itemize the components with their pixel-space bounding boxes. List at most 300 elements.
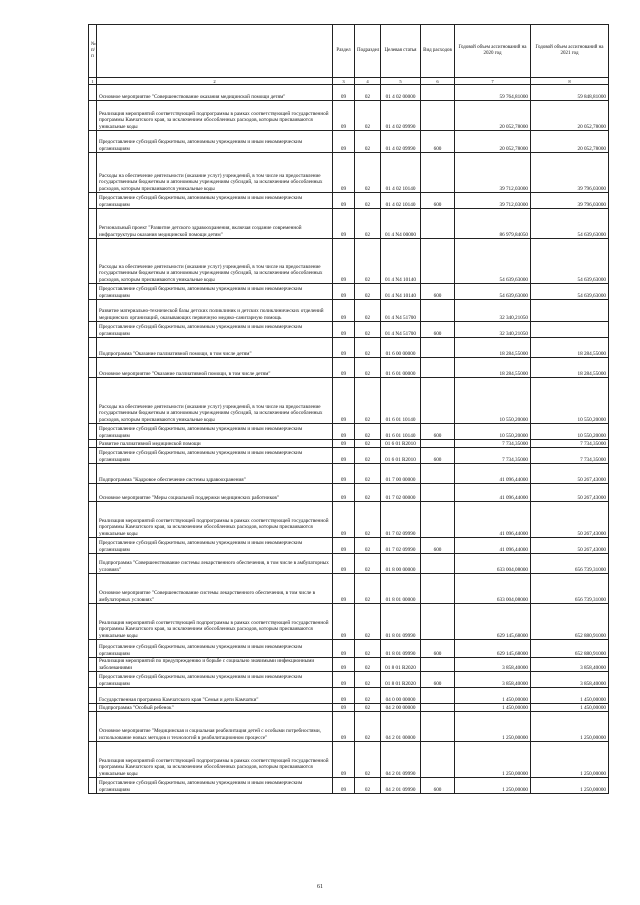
cell-razdel: 09 (333, 440, 355, 448)
cell-razdel: 09 (333, 502, 355, 538)
cell-num (89, 209, 97, 239)
cell-amount-2020: 39 712,03000 (455, 193, 531, 209)
cell-statya: 01 6 01 10140 (381, 424, 421, 440)
cell-statya: 01 8 01 09990 (381, 604, 421, 640)
cell-podrazdel: 02 (355, 640, 381, 658)
cell-statya: 01 4 N4 00000 (381, 209, 421, 239)
cell-name: Предоставление субсидий бюджетным, автономным учреждениям и иным некоммерческим организациям (97, 448, 333, 464)
cell-num (89, 300, 97, 322)
column-number: 3 (333, 78, 355, 85)
cell-podrazdel: 02 (355, 604, 381, 640)
cell-vid (421, 658, 455, 672)
cell-name: Предоставление субсидий бюджетным, автономным учреждениям и иным некоммерческим организациям (97, 193, 333, 209)
cell-name: Развитие материально-технической базы детских поликлиник и детских поликлинических отделений медицинских организаций, оказывающих первичную медико-санитарную помощь (97, 300, 333, 322)
cell-statya: 04 0 00 00000 (381, 688, 421, 704)
table-row (89, 604, 609, 640)
cell-razdel: 09 (333, 448, 355, 464)
table-row (89, 101, 609, 131)
cell-amount-2020: 1 450,00000 (455, 704, 531, 712)
cell-name: Реализация мероприятий соответствующей подпрограммы в рамках соответствующей государственной программы Камчатского края, за исключением обособленных расходов, которым присваиваются уникальные коды (97, 742, 333, 778)
cell-amount-2020: 629 145,68000 (455, 640, 531, 658)
table-body (89, 85, 609, 794)
cell-podrazdel: 02 (355, 378, 381, 424)
header-num: № п/п (89, 25, 97, 78)
cell-name: Основное мероприятие "Оказание паллиативной помощи, в том числе детям" (97, 358, 333, 378)
cell-podrazdel: 02 (355, 688, 381, 704)
table-row (89, 300, 609, 322)
header-2020: Годовой объем ассигнований на 2020 год (455, 25, 531, 78)
cell-vid (421, 742, 455, 778)
table-row (89, 704, 609, 712)
cell-name: Подпрограмма "Особый ребенок" (97, 704, 333, 712)
header-razdel: Раздел (333, 25, 355, 78)
table-row (89, 239, 609, 284)
cell-amount-2020: 18 284,55000 (455, 358, 531, 378)
cell-vid: 600 (421, 538, 455, 554)
cell-amount-2021: 20 052,78000 (531, 101, 609, 131)
cell-amount-2020: 41 096,44000 (455, 502, 531, 538)
cell-statya: 04 2 01 09990 (381, 778, 421, 794)
cell-statya: 01 4 N4 51700 (381, 300, 421, 322)
cell-statya: 01 7 02 00000 (381, 484, 421, 502)
cell-amount-2021: 1 450,00000 (531, 688, 609, 704)
header-podrazdel: Подраздел (355, 25, 381, 78)
cell-razdel: 09 (333, 131, 355, 153)
cell-vid: 600 (421, 131, 455, 153)
cell-num (89, 464, 97, 484)
cell-razdel: 09 (333, 604, 355, 640)
cell-razdel: 09 (333, 322, 355, 338)
cell-podrazdel: 02 (355, 101, 381, 131)
cell-num (89, 688, 97, 704)
cell-num (89, 704, 97, 712)
table-row (89, 358, 609, 378)
cell-name: Расходы на обеспечение деятельности (оказание услуг) учреждений, в том числе на предоставление государственным бюджетным и автономным учреждениям субсидий, за исключением обособленных расходов, которым присваиваются уникальные коды (97, 153, 333, 193)
cell-podrazdel: 02 (355, 338, 381, 358)
cell-vid (421, 440, 455, 448)
cell-statya: 01 4 02 09990 (381, 101, 421, 131)
table-row (89, 712, 609, 742)
cell-amount-2020: 32 340,21050 (455, 300, 531, 322)
cell-podrazdel: 02 (355, 358, 381, 378)
cell-amount-2020: 1 250,00000 (455, 712, 531, 742)
cell-statya: 01 8 01 R2020 (381, 658, 421, 672)
cell-num (89, 239, 97, 284)
cell-amount-2020: 629 145,68000 (455, 604, 531, 640)
header-row (89, 25, 609, 78)
cell-vid (421, 704, 455, 712)
cell-statya: 01 4 02 00000 (381, 85, 421, 101)
table-row (89, 742, 609, 778)
table-row (89, 193, 609, 209)
cell-statya: 01 7 02 09990 (381, 502, 421, 538)
cell-razdel: 09 (333, 658, 355, 672)
cell-name: Подпрограмма "Кадровое обеспечение системы здравоохранения" (97, 464, 333, 484)
cell-name: Реализация мероприятий соответствующей подпрограммы в рамках соответствующей государственной программы Камчатского края, за исключением обособленных расходов, которым присваиваются уникальные коды (97, 101, 333, 131)
cell-name: Предоставление субсидий бюджетным, автономным учреждениям и иным некоммерческим организациям (97, 322, 333, 338)
cell-vid (421, 688, 455, 704)
cell-amount-2021: 652 880,91000 (531, 640, 609, 658)
cell-amount-2021: 7 734,35000 (531, 440, 609, 448)
cell-vid (421, 358, 455, 378)
cell-num (89, 448, 97, 464)
cell-amount-2020: 1 450,00000 (455, 688, 531, 704)
cell-podrazdel: 02 (355, 712, 381, 742)
cell-amount-2020: 3 858,40000 (455, 672, 531, 688)
cell-name: Подпрограмма "Совершенствование системы лекарственного обеспечения, в том числе в амбулаторных условиях" (97, 554, 333, 574)
header-statya: Целевая статья (381, 25, 421, 78)
cell-amount-2020: 54 639,63000 (455, 284, 531, 300)
cell-vid (421, 604, 455, 640)
cell-podrazdel: 02 (355, 239, 381, 284)
cell-vid: 600 (421, 193, 455, 209)
cell-amount-2020: 633 004,08000 (455, 574, 531, 604)
table-row (89, 554, 609, 574)
cell-amount-2021: 10 550,20000 (531, 378, 609, 424)
cell-statya: 01 8 01 09990 (381, 640, 421, 658)
table-row (89, 640, 609, 658)
cell-name: Предоставление субсидий бюджетным, автономным учреждениям и иным некоммерческим организациям (97, 672, 333, 688)
cell-razdel: 09 (333, 688, 355, 704)
cell-num (89, 85, 97, 101)
cell-num (89, 574, 97, 604)
table-row (89, 448, 609, 464)
cell-statya: 04 2 00 00000 (381, 704, 421, 712)
cell-vid: 600 (421, 322, 455, 338)
table-row (89, 538, 609, 554)
cell-amount-2020: 41 096,44000 (455, 538, 531, 554)
cell-num (89, 440, 97, 448)
cell-name: Основное мероприятие "Совершенствование системы лекарственного обеспечения, в том числе в амбулаторных условиях" (97, 574, 333, 604)
table-row (89, 338, 609, 358)
cell-vid (421, 209, 455, 239)
cell-name: Реализация мероприятий соответствующей подпрограммы в рамках соответствующей государственной программы Камчатского края, за исключением обособленных расходов, которым присваиваются уникальные коды (97, 502, 333, 538)
cell-podrazdel: 02 (355, 322, 381, 338)
cell-statya: 01 8 01 00000 (381, 574, 421, 604)
cell-amount-2021: 1 250,00000 (531, 742, 609, 778)
cell-amount-2020: 86 979,84050 (455, 209, 531, 239)
cell-name: Предоставление субсидий бюджетным, автономным учреждениям и иным некоммерческим организациям (97, 424, 333, 440)
cell-statya: 01 4 02 10140 (381, 153, 421, 193)
cell-razdel: 09 (333, 358, 355, 378)
cell-amount-2020: 3 858,40000 (455, 658, 531, 672)
cell-amount-2021: 20 052,78000 (531, 131, 609, 153)
cell-name: Развитие паллиативной медицинской помощи (97, 440, 333, 448)
cell-amount-2021: 652 880,91000 (531, 604, 609, 640)
cell-num (89, 742, 97, 778)
cell-vid (421, 502, 455, 538)
cell-podrazdel: 02 (355, 502, 381, 538)
cell-name: Предоставление субсидий бюджетным, автономным учреждениям и иным некоммерческим организациям (97, 131, 333, 153)
cell-vid (421, 300, 455, 322)
table-row (89, 209, 609, 239)
cell-razdel: 09 (333, 778, 355, 794)
header-name (97, 25, 333, 78)
cell-razdel: 09 (333, 574, 355, 604)
cell-vid: 600 (421, 778, 455, 794)
cell-amount-2021: 1 250,00000 (531, 712, 609, 742)
cell-name: Реализация мероприятий по предупреждению и борьбе с социально значимыми инфекционными заболеваниями (97, 658, 333, 672)
cell-amount-2021: 50 267,43000 (531, 502, 609, 538)
cell-podrazdel: 02 (355, 672, 381, 688)
cell-razdel: 09 (333, 153, 355, 193)
cell-amount-2021: 656 739,31000 (531, 554, 609, 574)
table-row (89, 378, 609, 424)
cell-razdel: 09 (333, 85, 355, 101)
column-number: 5 (381, 78, 421, 85)
cell-name: Расходы на обеспечение деятельности (оказание услуг) учреждений, в том числе на предоставление государственным бюджетным и автономным учреждениям субсидий, за исключением обособленных расходов, которым присваиваются уникальные коды (97, 239, 333, 284)
header-2021: Годовой объем ассигнований на 2021 год (531, 25, 609, 78)
cell-amount-2021: 50 267,43000 (531, 538, 609, 554)
cell-podrazdel: 02 (355, 742, 381, 778)
cell-vid (421, 712, 455, 742)
cell-amount-2021: 1 250,00000 (531, 778, 609, 794)
cell-podrazdel: 02 (355, 448, 381, 464)
cell-razdel: 09 (333, 464, 355, 484)
cell-num (89, 502, 97, 538)
cell-vid (421, 239, 455, 284)
cell-name: Государственная программа Камчатского края "Семья и дети Камчатки" (97, 688, 333, 704)
cell-name: Расходы на обеспечение деятельности (оказание услуг) учреждений, в том числе на предоставление государственным бюджетным и автономным учреждениям субсидий, за исключением обособленных расходов, которым присваиваются уникальные коды (97, 378, 333, 424)
cell-num (89, 554, 97, 574)
cell-statya: 01 7 00 00000 (381, 464, 421, 484)
cell-amount-2021: 18 284,55000 (531, 358, 609, 378)
cell-num (89, 322, 97, 338)
cell-statya: 01 4 N4 10140 (381, 239, 421, 284)
cell-num (89, 640, 97, 658)
cell-amount-2021 (531, 300, 609, 322)
cell-razdel: 09 (333, 300, 355, 322)
cell-num (89, 284, 97, 300)
cell-razdel: 09 (333, 209, 355, 239)
table-row (89, 778, 609, 794)
cell-num (89, 338, 97, 358)
cell-num (89, 658, 97, 672)
cell-razdel: 09 (333, 538, 355, 554)
column-number: 2 (97, 78, 333, 85)
cell-vid (421, 153, 455, 193)
cell-vid (421, 554, 455, 574)
table-row (89, 658, 609, 672)
cell-podrazdel: 02 (355, 484, 381, 502)
cell-name: Предоставление субсидий бюджетным, автономным учреждениям и иным некоммерческим организациям (97, 284, 333, 300)
table-row (89, 85, 609, 101)
cell-amount-2021: 7 734,35000 (531, 448, 609, 464)
cell-razdel: 09 (333, 239, 355, 284)
cell-name: Основное мероприятие "Медицинская и социальная реабилитация детей с особыми потребностями, использование новых методов и технологий в реабилитационном процессе" (97, 712, 333, 742)
cell-statya: 01 6 01 R2010 (381, 448, 421, 464)
cell-vid (421, 484, 455, 502)
cell-amount-2020: 7 734,35000 (455, 448, 531, 464)
column-number: 7 (455, 78, 531, 85)
table-row (89, 131, 609, 153)
cell-num (89, 193, 97, 209)
column-number: 4 (355, 78, 381, 85)
cell-num (89, 538, 97, 554)
cell-statya: 01 6 00 00000 (381, 338, 421, 358)
cell-podrazdel: 02 (355, 464, 381, 484)
cell-amount-2020: 10 550,20000 (455, 378, 531, 424)
cell-razdel: 09 (333, 284, 355, 300)
cell-name: Региональный проект "Развитие детского здравоохранения, включая создание современной инфраструктуры оказания медицинской помощи детям" (97, 209, 333, 239)
cell-amount-2020: 1 250,00000 (455, 778, 531, 794)
page-number: 61 (317, 884, 323, 890)
cell-amount-2020: 7 734,35000 (455, 440, 531, 448)
cell-amount-2021: 39 796,03000 (531, 153, 609, 193)
cell-razdel: 09 (333, 640, 355, 658)
cell-razdel: 09 (333, 554, 355, 574)
cell-vid (421, 378, 455, 424)
cell-amount-2020: 10 550,20000 (455, 424, 531, 440)
cell-razdel: 09 (333, 704, 355, 712)
cell-name: Подпрограмма "Оказание паллиативной помощи, в том числе детям" (97, 338, 333, 358)
cell-amount-2020: 20 052,78000 (455, 101, 531, 131)
cell-razdel: 09 (333, 378, 355, 424)
cell-amount-2021: 656 739,31000 (531, 574, 609, 604)
cell-vid (421, 464, 455, 484)
cell-amount-2020: 41 096,44000 (455, 484, 531, 502)
cell-amount-2021: 1 450,00000 (531, 704, 609, 712)
cell-statya: 04 2 01 00000 (381, 712, 421, 742)
cell-podrazdel: 02 (355, 300, 381, 322)
cell-podrazdel: 02 (355, 658, 381, 672)
cell-statya: 01 4 02 10140 (381, 193, 421, 209)
cell-statya: 01 6 01 10140 (381, 378, 421, 424)
cell-statya: 01 6 01 00000 (381, 358, 421, 378)
cell-statya: 01 4 02 09990 (381, 131, 421, 153)
cell-amount-2021: 10 550,20000 (531, 424, 609, 440)
cell-amount-2020: 32 340,21050 (455, 322, 531, 338)
cell-name: Основное мероприятие "Совершенствование оказания медицинской помощи детям" (97, 85, 333, 101)
table-row (89, 672, 609, 688)
cell-razdel: 09 (333, 672, 355, 688)
cell-amount-2021: 59 848,81000 (531, 85, 609, 101)
cell-podrazdel: 02 (355, 778, 381, 794)
cell-num (89, 484, 97, 502)
cell-amount-2020: 633 004,08000 (455, 554, 531, 574)
column-number-row (89, 78, 609, 85)
cell-amount-2021: 54 639,63000 (531, 209, 609, 239)
cell-amount-2021: 50 267,43000 (531, 484, 609, 502)
cell-vid (421, 574, 455, 604)
column-number: 1 (89, 78, 97, 85)
cell-num (89, 424, 97, 440)
cell-vid: 600 (421, 284, 455, 300)
cell-statya: 01 7 02 09990 (381, 538, 421, 554)
cell-vid (421, 338, 455, 358)
cell-podrazdel: 02 (355, 153, 381, 193)
budget-table-sheet (88, 24, 608, 794)
cell-vid: 600 (421, 424, 455, 440)
cell-statya: 01 8 00 00000 (381, 554, 421, 574)
cell-amount-2021: 54 639,63000 (531, 284, 609, 300)
table-row (89, 322, 609, 338)
cell-name: Реализация мероприятий соответствующей подпрограммы в рамках соответствующей государственной программы Камчатского края, за исключением обособленных расходов, которым присваиваются уникальные коды (97, 604, 333, 640)
cell-razdel: 09 (333, 338, 355, 358)
cell-vid (421, 85, 455, 101)
cell-podrazdel: 02 (355, 284, 381, 300)
cell-num (89, 101, 97, 131)
cell-statya: 01 4 N4 10140 (381, 284, 421, 300)
table-row (89, 574, 609, 604)
cell-podrazdel: 02 (355, 538, 381, 554)
table-row (89, 424, 609, 440)
cell-razdel: 09 (333, 484, 355, 502)
table-row (89, 284, 609, 300)
table-row (89, 153, 609, 193)
cell-amount-2021: 54 639,63000 (531, 239, 609, 284)
cell-num (89, 131, 97, 153)
cell-amount-2021 (531, 322, 609, 338)
cell-podrazdel: 02 (355, 704, 381, 712)
table-row (89, 502, 609, 538)
column-number: 8 (531, 78, 609, 85)
cell-podrazdel: 02 (355, 554, 381, 574)
cell-statya: 01 4 N4 51700 (381, 322, 421, 338)
cell-podrazdel: 02 (355, 574, 381, 604)
cell-num (89, 778, 97, 794)
cell-amount-2021: 50 267,43000 (531, 464, 609, 484)
cell-amount-2021: 39 796,03000 (531, 193, 609, 209)
cell-num (89, 712, 97, 742)
cell-vid: 600 (421, 640, 455, 658)
cell-vid: 600 (421, 672, 455, 688)
cell-amount-2020: 20 052,78000 (455, 131, 531, 153)
cell-num (89, 358, 97, 378)
cell-amount-2021: 3 858,40000 (531, 658, 609, 672)
cell-razdel: 09 (333, 424, 355, 440)
cell-name: Предоставление субсидий бюджетным, автономным учреждениям и иным некоммерческим организациям (97, 640, 333, 658)
cell-statya: 01 6 01 R2010 (381, 440, 421, 448)
table-row (89, 464, 609, 484)
cell-num (89, 378, 97, 424)
cell-razdel: 09 (333, 101, 355, 131)
cell-statya: 04 2 01 09990 (381, 742, 421, 778)
header-vid: Вид расходов (421, 25, 455, 78)
cell-vid (421, 101, 455, 131)
cell-name: Предоставление субсидий бюджетным, автономным учреждениям и иным некоммерческим организациям (97, 778, 333, 794)
cell-amount-2020: 59 764,81000 (455, 85, 531, 101)
cell-num (89, 153, 97, 193)
cell-podrazdel: 02 (355, 209, 381, 239)
cell-podrazdel: 02 (355, 193, 381, 209)
cell-podrazdel: 02 (355, 440, 381, 448)
cell-name: Предоставление субсидий бюджетным, автономным учреждениям и иным некоммерческим организациям (97, 538, 333, 554)
budget-table (88, 24, 609, 794)
cell-num (89, 604, 97, 640)
cell-name: Основное мероприятие "Меры социальной поддержки медицинских работников" (97, 484, 333, 502)
cell-statya: 01 8 01 R2020 (381, 672, 421, 688)
cell-vid: 600 (421, 448, 455, 464)
table-row (89, 484, 609, 502)
cell-amount-2020: 54 639,63000 (455, 239, 531, 284)
cell-amount-2021: 18 284,55000 (531, 338, 609, 358)
cell-amount-2020: 39 712,03000 (455, 153, 531, 193)
table-row (89, 440, 609, 448)
cell-amount-2021: 3 858,40000 (531, 672, 609, 688)
cell-podrazdel: 02 (355, 131, 381, 153)
cell-razdel: 09 (333, 712, 355, 742)
cell-podrazdel: 02 (355, 424, 381, 440)
cell-razdel: 09 (333, 193, 355, 209)
cell-num (89, 672, 97, 688)
table-row (89, 688, 609, 704)
cell-amount-2020: 41 096,44000 (455, 464, 531, 484)
cell-amount-2020: 1 250,00000 (455, 742, 531, 778)
cell-razdel: 09 (333, 742, 355, 778)
cell-amount-2020: 18 284,55000 (455, 338, 531, 358)
cell-podrazdel: 02 (355, 85, 381, 101)
